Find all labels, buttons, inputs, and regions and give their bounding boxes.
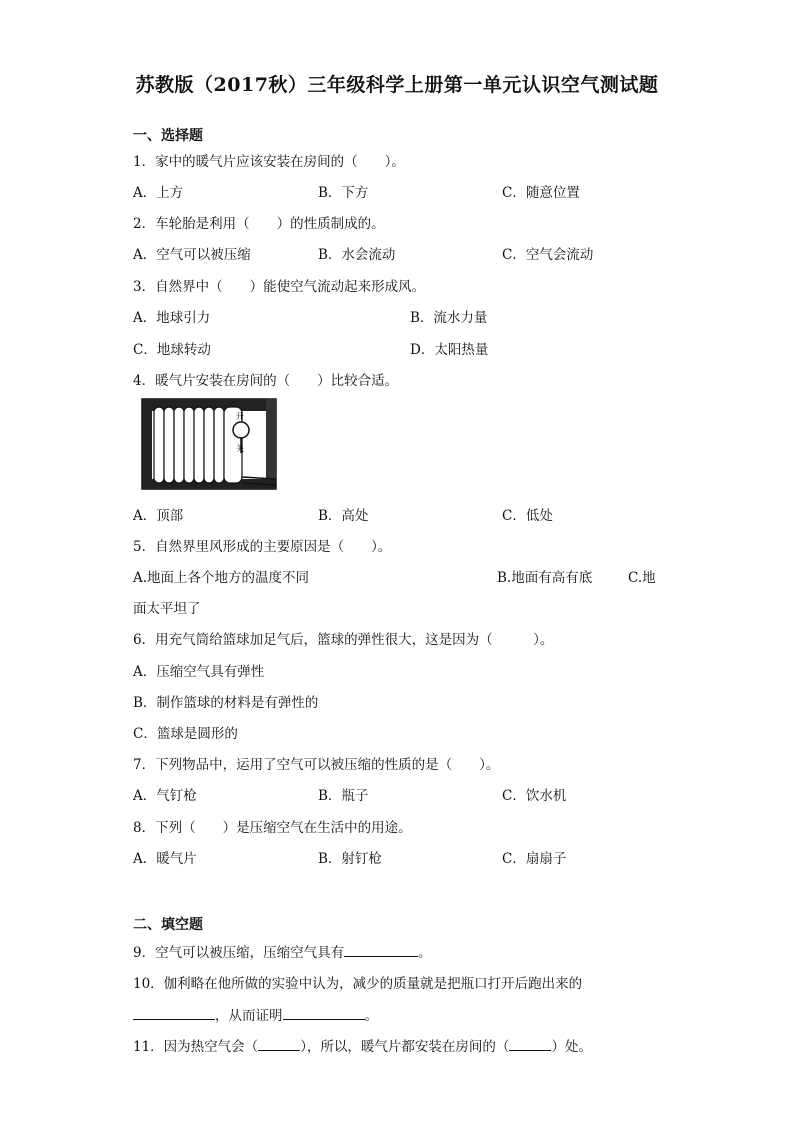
- question-1-stem: 1．家中的暖气片应该安装在房间的（ ）。: [133, 154, 405, 170]
- svg-text:开: 开: [236, 412, 244, 421]
- question-11: [133, 1035, 592, 1055]
- q11-text: 11．因为热空气会（: [133, 1039, 259, 1055]
- q10-mid-text: ，从而证明: [215, 1008, 283, 1024]
- q7-option-a: A．气钉枪: [133, 788, 197, 804]
- q3-option-a: A．地球引力: [133, 310, 211, 326]
- section-heading-fill-in: 二、填空题: [133, 917, 203, 933]
- radiator-icon: [140, 397, 280, 493]
- question-8-stem: 8．下列（ ）是压缩空气在生活中的用途。: [133, 820, 412, 836]
- q11-end: ）处。: [551, 1039, 592, 1055]
- q9-text: 9．空气可以被压缩，压缩空气具有: [133, 945, 345, 961]
- q2-option-b: B．水会流动: [318, 247, 396, 263]
- q3-option-d: D．太阳热量: [410, 342, 489, 358]
- q2-option-c: C．空气会流动: [502, 247, 594, 263]
- q8-option-b: B．射钉枪: [318, 851, 382, 867]
- q7-option-b: B．瓶子: [318, 788, 369, 804]
- q1-option-c: C．随意位置: [502, 185, 580, 201]
- q11-answer-blank-1[interactable]: [258, 1036, 300, 1051]
- q1-option-a: A．上方: [133, 185, 184, 201]
- radiator-illustration: [140, 397, 280, 493]
- question-3-stem: 3．自然界中（ ）能使空气流动起来形成风。: [133, 279, 426, 295]
- q3-option-b: B．流水力量: [410, 310, 488, 326]
- q4-option-a: A．顶部: [133, 508, 184, 524]
- q11-answer-blank-2[interactable]: [509, 1036, 551, 1051]
- question-10: 10．伽利略在他所做的实验中认为，减少的质量就是把瓶口打开后跑出来的: [133, 976, 583, 992]
- q5-option-b: B.地面有高有底: [497, 570, 593, 586]
- question-9: [133, 941, 432, 961]
- q5-option-c: C.地: [628, 570, 656, 586]
- q6-option-b: B．制作篮球的材料是有弹性的: [133, 695, 319, 711]
- q10-end: 。: [364, 1008, 378, 1024]
- q4-option-c: C．低处: [502, 508, 553, 524]
- q11-mid-text: ），所以，暖气片都安装在房间的（: [300, 1039, 510, 1055]
- q6-option-c: C．篮球是圆形的: [133, 726, 238, 742]
- q8-option-c: C．扇扇子: [502, 851, 567, 867]
- question-5-stem: 5．自然界里风形成的主要原因是（ ）。: [133, 539, 392, 555]
- q2-option-a: A．空气可以被压缩: [133, 247, 251, 263]
- q9-answer-blank[interactable]: [344, 942, 418, 957]
- q10-answer-blank-2[interactable]: [283, 1005, 365, 1020]
- q10-answer-blank-1[interactable]: [133, 1005, 215, 1020]
- page-title: 苏教版（2017秋）三年级科学上册第一单元认识空气测试题: [135, 74, 659, 96]
- svg-text:关: 关: [236, 444, 244, 453]
- question-10-continued: [133, 1004, 378, 1024]
- section-heading-choice: 一、选择题: [133, 128, 203, 144]
- q9-end: 。: [418, 945, 432, 961]
- question-4-stem: 4．暖气片安装在房间的（ ）比较合适。: [133, 373, 399, 389]
- question-7-stem: 7．下列物品中，运用了空气可以被压缩的性质的是（ ）。: [133, 757, 500, 773]
- q5-option-c-continued: 面太平坦了: [133, 601, 201, 617]
- q7-option-c: C．饮水机: [502, 788, 567, 804]
- question-6-stem: 6．用充气筒给篮球加足气后，篮球的弹性很大，这是因为（ ）。: [133, 632, 554, 648]
- question-2-stem: 2．车轮胎是利用（ ）的性质制成的。: [133, 216, 385, 232]
- q4-option-b: B．高处: [318, 508, 369, 524]
- q1-option-b: B．下方: [318, 185, 369, 201]
- q5-option-a: A.地面上各个地方的温度不同: [133, 570, 310, 586]
- q8-option-a: A．暖气片: [133, 851, 197, 867]
- q3-option-c: C．地球转动: [133, 342, 211, 358]
- q6-option-a: A．压缩空气具有弹性: [133, 664, 265, 680]
